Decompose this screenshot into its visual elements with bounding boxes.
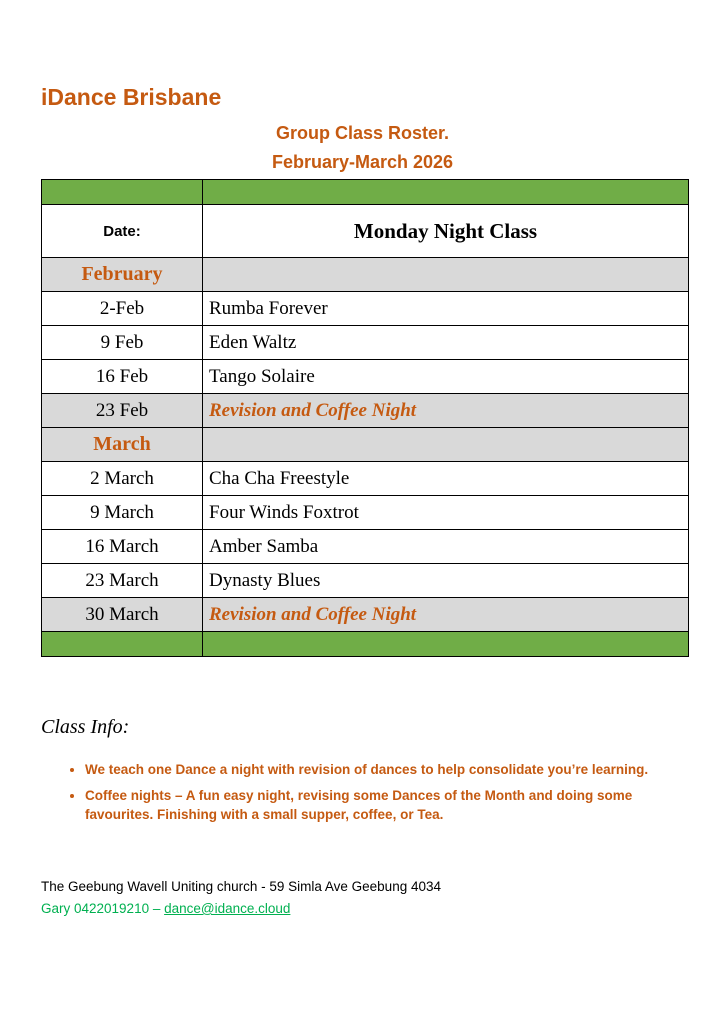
class-info-heading: Class Info: (41, 716, 130, 738)
email-link[interactable]: dance@idance.cloud (164, 901, 291, 916)
class-column-header: Monday Night Class (203, 205, 689, 258)
class-date: 16 Feb (42, 360, 203, 394)
date-column-header: Date: (42, 205, 203, 258)
table-row (42, 530, 689, 564)
contact-phone: Gary 0422019210 – (41, 901, 165, 916)
class-roster-table (41, 179, 689, 657)
table-row (42, 394, 689, 428)
month-label: February (42, 258, 203, 292)
class-date: 9 March (42, 496, 203, 530)
info-bullet: • We teach one Dance a night with revision of dances to help consolidate you’re learning. (85, 760, 685, 779)
dance-name: Cha Cha Freestyle (209, 467, 350, 489)
class-date: 2-Feb (42, 292, 203, 326)
contact-line (41, 901, 290, 916)
table-row (42, 360, 689, 394)
class-cell (203, 598, 689, 632)
month-empty-cell (203, 258, 689, 292)
dance-name: Four Winds Foxtrot (209, 501, 359, 523)
month-row (42, 428, 689, 462)
dance-name: Tango Solaire (209, 365, 315, 387)
class-cell (203, 496, 689, 530)
dance-name: Dynasty Blues (209, 569, 321, 591)
month-label: March (42, 428, 203, 462)
table-row (42, 462, 689, 496)
class-date: 23 Feb (42, 394, 203, 428)
roster-period: February-March 2026 (271, 152, 454, 172)
class-info-list (60, 760, 685, 831)
band-cell (42, 632, 203, 657)
revision-night-label: Revision and Coffee Night (209, 399, 417, 421)
revision-night-label: Revision and Coffee Night (209, 603, 417, 625)
dance-name: Eden Waltz (209, 331, 297, 353)
class-cell (203, 394, 689, 428)
table-row (42, 496, 689, 530)
class-date: 30 March (42, 598, 203, 632)
roster-title: Group Class Roster. (275, 123, 450, 143)
table-row (42, 326, 689, 360)
venue-address: The Geebung Wavell Uniting church - 59 Simla Ave Geebung 4034 (41, 879, 441, 894)
table-row (42, 598, 689, 632)
class-cell (203, 564, 689, 598)
class-cell (203, 292, 689, 326)
table-top-band (42, 180, 689, 205)
band-cell (203, 180, 689, 205)
band-cell (42, 180, 203, 205)
class-date: 9 Feb (42, 326, 203, 360)
class-cell (203, 530, 689, 564)
month-row (42, 258, 689, 292)
class-cell (203, 326, 689, 360)
org-title: iDance Brisbane (41, 84, 222, 110)
table-header-row (42, 205, 689, 258)
table-row (42, 564, 689, 598)
class-date: 2 March (42, 462, 203, 496)
class-date: 16 March (42, 530, 203, 564)
dance-name: Rumba Forever (209, 297, 328, 319)
table-bottom-band (42, 632, 689, 657)
class-date: 23 March (42, 564, 203, 598)
dance-name: Amber Samba (209, 535, 319, 557)
band-cell (203, 632, 689, 657)
class-cell (203, 360, 689, 394)
class-cell (203, 462, 689, 496)
table-row (42, 292, 689, 326)
month-empty-cell (203, 428, 689, 462)
info-bullet: • Coffee nights – A fun easy night, revising some Dances of the Month and doing some favourites. Finishing with a small supper, coffee, or Tea. (85, 786, 685, 824)
